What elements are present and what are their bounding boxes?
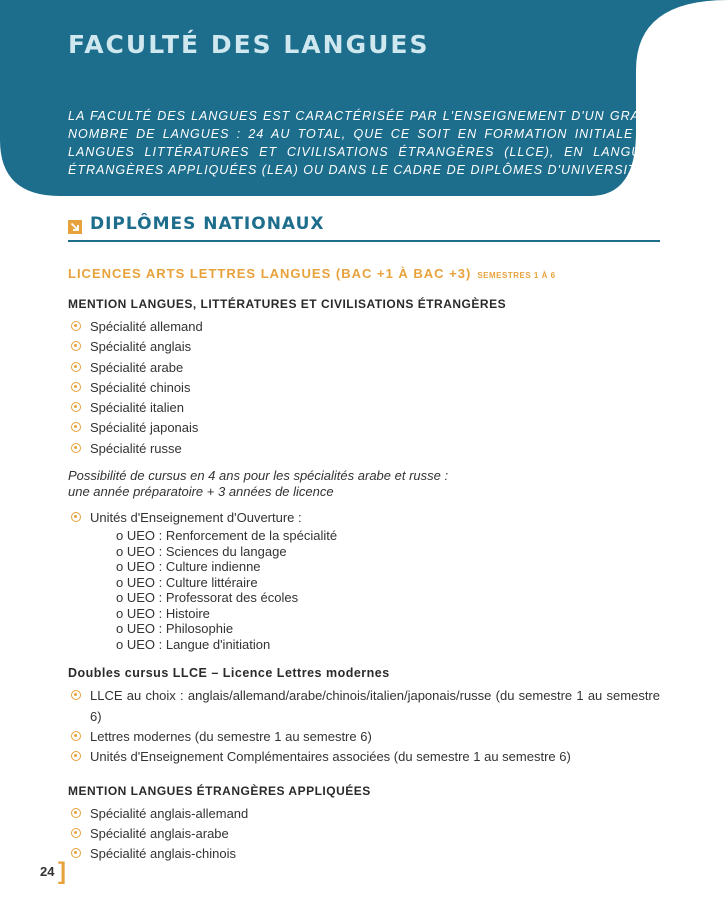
list-item-label: Lettres modernes (du semestre 1 au semestre 6) xyxy=(90,728,372,744)
list-item-label: Unités d'Enseignement Complémentaires associées (du semestre 1 au semestre 6) xyxy=(90,749,571,765)
list-item xyxy=(68,337,660,357)
llce-specialties-list xyxy=(68,317,660,459)
doubles-cursus-list xyxy=(68,686,660,767)
bullet-icon xyxy=(71,402,81,412)
doubles-cursus-title: Doubles cursus LLCE – Licence Lettres modernes xyxy=(68,666,390,681)
list-item-label: Spécialité japonais xyxy=(90,420,199,436)
intro-paragraph: LA FACULTÉ DES LANGUES EST CARACTÉRISÉE PAR L'ENSEIGNEMENT D'UN GRAND NOMBRE DE LANGUES : 24 AU TOTAL, QUE CE SOIT EN FORMATION INITIALE EN LANGUES LITTÉRATURES ET CIVILISATIONS ÉTRANGÈRES (LLCE), EN LANGUES ÉTRANGÈRES APPLIQUÉES (LEA) OU DANS LE CADRE DE DIPLÔMES D'UNIVERSITÉ. xyxy=(68,109,660,177)
ueo-title: Unités d'Enseignement d'Ouverture : xyxy=(90,510,302,526)
mention-llce-title: MENTION LANGUES, LITTÉRATURES ET CIVILISATIONS ÉTRANGÈRES xyxy=(68,297,507,311)
ueo-sublist xyxy=(68,528,660,652)
list-item xyxy=(68,824,660,844)
ueo-list xyxy=(68,508,660,528)
ueo-item: o UEO : Culture indienne xyxy=(116,559,261,575)
list-item xyxy=(68,804,660,824)
list-item-label: Spécialité anglais xyxy=(90,339,192,355)
bullet-icon xyxy=(71,808,81,818)
cursus-note xyxy=(68,468,660,500)
list-item-label: Spécialité anglais-arabe xyxy=(90,825,229,841)
ueo-item: o UEO : Culture littéraire xyxy=(116,574,258,590)
list-item xyxy=(68,418,660,438)
ueo-item: o UEO : Sciences du langage xyxy=(116,543,287,559)
list-item-label: Spécialité allemand xyxy=(90,319,203,334)
bullet-icon xyxy=(71,751,81,761)
list-item-label: Spécialité italien xyxy=(90,400,184,416)
main-content xyxy=(68,266,660,864)
ueo-item: o UEO : Professorat des écoles xyxy=(116,590,299,606)
list-item xyxy=(68,508,660,528)
ueo-item: o UEO : Histoire xyxy=(116,605,210,621)
list-item-label: Spécialité arabe xyxy=(90,359,184,375)
bullet-icon xyxy=(71,828,81,838)
bullet-icon xyxy=(71,512,81,522)
list-item-label: Spécialité anglais-allemand xyxy=(90,805,249,821)
page-number: 24 xyxy=(40,864,55,879)
list-item xyxy=(68,686,660,727)
bullet-icon xyxy=(71,321,81,331)
list-item-label: LLCE au choix : anglais/allemand/arabe/chinois/italien/japonais/russe (du semestre 1 au semestre 6) xyxy=(90,688,660,724)
ueo-item: o UEO : Langue d'initiation xyxy=(116,636,271,652)
list-item xyxy=(68,398,660,418)
page-title: FACULTÉ DES LANGUES xyxy=(68,30,430,59)
page-bracket-icon: ] xyxy=(58,858,66,885)
bullet-icon xyxy=(71,690,81,700)
list-item-label: Spécialité russe xyxy=(90,440,182,456)
bullet-icon xyxy=(71,731,81,741)
section-header xyxy=(68,212,660,242)
note-line-2: une année préparatoire + 3 années de licence xyxy=(68,484,334,500)
list-item xyxy=(68,727,660,747)
bullet-icon xyxy=(71,422,81,432)
lea-specialties-list xyxy=(68,804,660,865)
ueo-item: o UEO : Philosophie xyxy=(116,621,234,637)
list-item xyxy=(68,747,660,767)
licence-heading xyxy=(68,266,660,281)
mention-lea-title: MENTION LANGUES ÉTRANGÈRES APPLIQUÉES xyxy=(68,783,371,798)
bullet-icon xyxy=(71,382,81,392)
note-line-1: Possibilité de cursus en 4 ans pour les spécialités arabe et russe : xyxy=(68,468,449,484)
bullet-icon xyxy=(71,341,81,351)
bullet-icon xyxy=(71,443,81,453)
bullet-icon xyxy=(71,848,81,858)
bullet-icon xyxy=(71,362,81,372)
licence-semesters: SEMESTRES 1 À 6 xyxy=(477,271,556,280)
list-item xyxy=(68,844,660,864)
list-item xyxy=(68,358,660,378)
list-item-label: Spécialité chinois xyxy=(90,379,191,395)
licence-title: LICENCES ARTS LETTRES LANGUES (BAC +1 À BAC +3) xyxy=(68,266,472,281)
ueo-item: o UEO : Renforcement de la spécialité xyxy=(116,528,338,544)
list-item xyxy=(68,439,660,459)
list-item xyxy=(68,378,660,398)
section-title: DIPLÔMES NATIONAUX xyxy=(90,214,325,234)
list-item xyxy=(68,317,660,337)
arrow-square-icon xyxy=(68,220,82,234)
list-item-label: Spécialité anglais-chinois xyxy=(90,846,236,862)
